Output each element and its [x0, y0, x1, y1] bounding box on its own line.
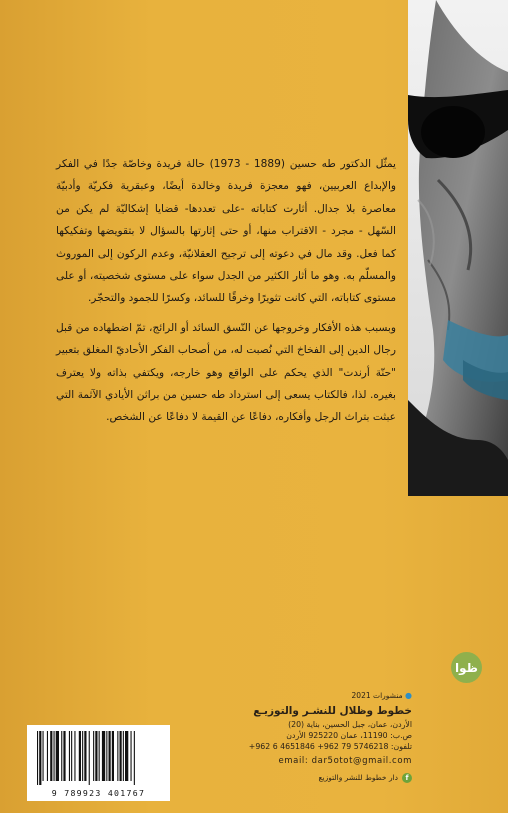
publisher-name: خطوط وظلال للنشـر والتوزيـع	[253, 705, 412, 717]
publisher-email[interactable]: email: dar5otot@gmail.com	[278, 756, 412, 766]
isbn-barcode	[27, 725, 170, 801]
barcode-bar	[93, 731, 94, 781]
barcode-bar	[89, 731, 90, 785]
publisher-pobox: ص.ب: 11190، عمان 925220 الأردن	[286, 731, 412, 740]
barcode-bar	[54, 731, 55, 781]
barcode-bar	[79, 731, 81, 781]
barcode-bar	[134, 731, 135, 785]
barcode-bars	[35, 731, 162, 785]
barcode-bar	[102, 731, 105, 781]
barcode-bar	[63, 731, 65, 781]
author-portrait	[408, 0, 508, 496]
publication-year-text: منشورات 2021	[351, 691, 403, 700]
back-cover-blurb	[56, 153, 396, 429]
barcode-bar	[117, 731, 118, 781]
publisher-phone: تلفون: 5746218 79 962+ 4651846 6 962+	[248, 742, 412, 751]
barcode-bar	[74, 731, 75, 781]
barcode-bar	[61, 731, 62, 781]
publication-year	[112, 690, 412, 702]
barcode-bar	[109, 731, 111, 781]
barcode-bar	[43, 731, 44, 781]
barcode-bar	[125, 731, 128, 781]
barcode-bar	[71, 731, 72, 781]
barcode-bar	[99, 731, 100, 781]
barcode-bar	[123, 731, 124, 781]
barcode-bar	[47, 731, 48, 781]
barcode-bar	[84, 731, 86, 781]
barcode-bar	[131, 731, 132, 781]
barcode-bar	[120, 731, 122, 781]
barcode-bar	[106, 731, 107, 781]
barcode-bar	[50, 731, 52, 781]
barcode-bar	[112, 731, 114, 781]
barcode-bar	[69, 731, 70, 781]
blurb-paragraph-1: يمثّل الدكتور طه حسين (1889 - 1973) حالة فريدة وخاصّة جدًا في الفكر والإبداع العربيين، فهو معجزة فريدة وخالدة أيضًا، وعبقرية فكريّة وأدبيّة معاصرة بلا جدال. أثارت كتاباته -على تعددها- قضايا إشكاليّة لم يكن من السّهل - مجرد - الاقتراب منها، أو حتى إثارتها بالسؤال لا بتقويضها وتفكيكها كما فعل. وقد مال في دعوته إلى ترجيح العقلانيّة، وعدم الركون إلى الموروث والمسلّم به. وهو ما أثار الكثير من الجدل سواء على مستوى شخصيته، أو على مستوى كتاباته، التي كانت تثويرًا وخرقًا للسائد، وكسرًا للجمود والتحجّر.	[56, 158, 396, 305]
barcode-bar	[37, 731, 38, 785]
publisher-logo	[451, 652, 482, 683]
isbn-number: 9 789923 401767	[51, 788, 146, 798]
barcode-bar	[39, 731, 41, 785]
publisher-social-text: دار خطوط للنشر والتوزيع	[318, 773, 398, 782]
facebook-icon: f	[402, 773, 412, 783]
publisher-address: الأردن، عمان، جبل الحسين، بناية (20)	[288, 720, 412, 729]
barcode-bar	[95, 731, 97, 781]
barcode-bar	[82, 731, 83, 781]
barcode-bar	[56, 731, 59, 781]
publisher-logo-text: ظوا	[455, 660, 478, 675]
bullet-dot-icon: ●	[405, 691, 412, 700]
blurb-paragraph-2: وبسبب هذه الأفكار وخروجها عن النّسق السائد أو الرائج، تمّ اضطهاده من قبل رجال الدين إلى الفخاخ التي نُصبت له، من أصحاب الفكر الأحاديّ المغلق بتعبير "حنّة أرندت" الذي يحكم على الواقع وهو خارجه، ويكتفي بذاته ولا يعترف بغيره. لذا، فالكتاب يسعى إلى استرداد طه حسين من براثن الأيادي الآثمة التي عبثت بتراث الرجل وأفكاره، دفاعًا عن القيمة لا دفاعًا عن الشخص.	[56, 321, 396, 424]
